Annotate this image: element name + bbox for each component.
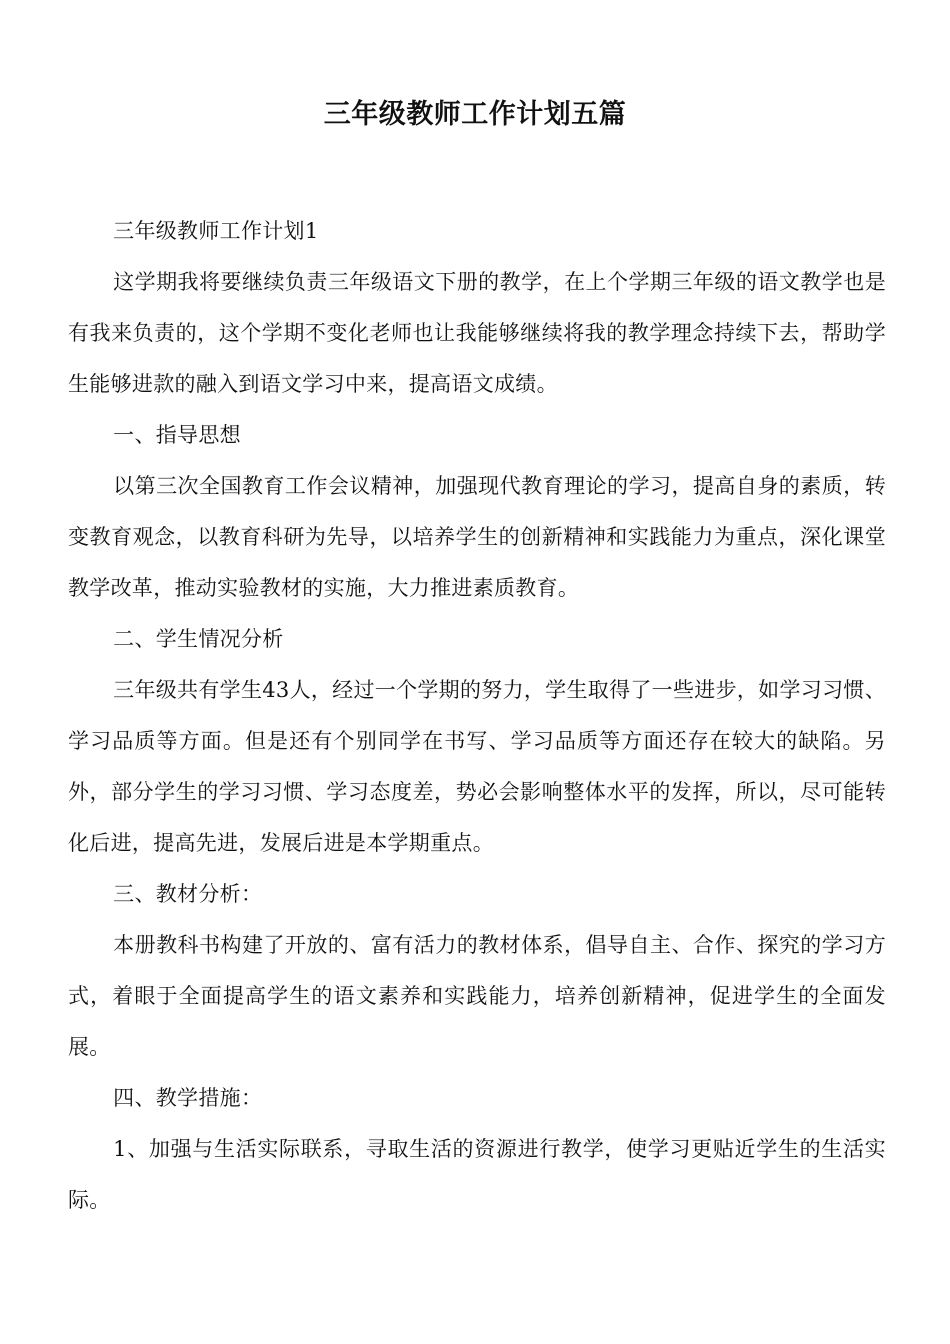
intro-paragraph: 这学期我将要继续负责三年级语文下册的教学，在上个学期三年级的语文教学也是有我来负责的，这个学期不变化老师也让我能够继续将我的教学理念持续下去，帮助学生能够进款的融入到语文学习中来，提高语文成绩。: [68, 270, 886, 396]
textbook-analysis-paragraph: 本册教科书构建了开放的、富有活力的教材体系，倡导自主、合作、探究的学习方式，着眼于全面提高学生的语文素养和实践能力，培养创新精神，促进学生的全面发展。: [68, 933, 886, 1059]
student-analysis-paragraph: 三年级共有学生43人，经过一个学期的努力，学生取得了一些进步，如学习习惯、学习品质等方面。但是还有个别同学在书写、学习品质等方面还存在较大的缺陷。另外，部分学生的学习习惯、学习态度差，势必会影响整体水平的发挥，所以，尽可能转化后进，提高先进，发展后进是本学期重点。: [68, 678, 886, 855]
document-title: 三年级教师工作计划五篇: [323, 99, 627, 130]
teaching-measure-item-1: 1、加强与生活实际联系，寻取生活的资源进行教学，使学习更贴近学生的生活实际。: [68, 1137, 886, 1212]
guiding-ideology-paragraph: 以第三次全国教育工作会议精神，加强现代教育理论的学习，提高自身的素质，转变教育观念，以教育科研为先导，以培养学生的创新精神和实践能力为重点，深化课堂教学改革，推动实验教材的实施，大力推进素质教育。: [68, 474, 886, 600]
document-body: [68, 206, 886, 1226]
section-heading-guiding-ideology: 一、指导思想: [113, 423, 241, 447]
section-heading-student-analysis: 二、学生情况分析: [113, 627, 284, 651]
section-heading-teaching-measures: 四、教学措施：: [113, 1086, 263, 1110]
section-heading-plan-1: 三年级教师工作计划1: [113, 219, 319, 243]
section-heading-textbook-analysis: 三、教材分析：: [113, 882, 263, 906]
